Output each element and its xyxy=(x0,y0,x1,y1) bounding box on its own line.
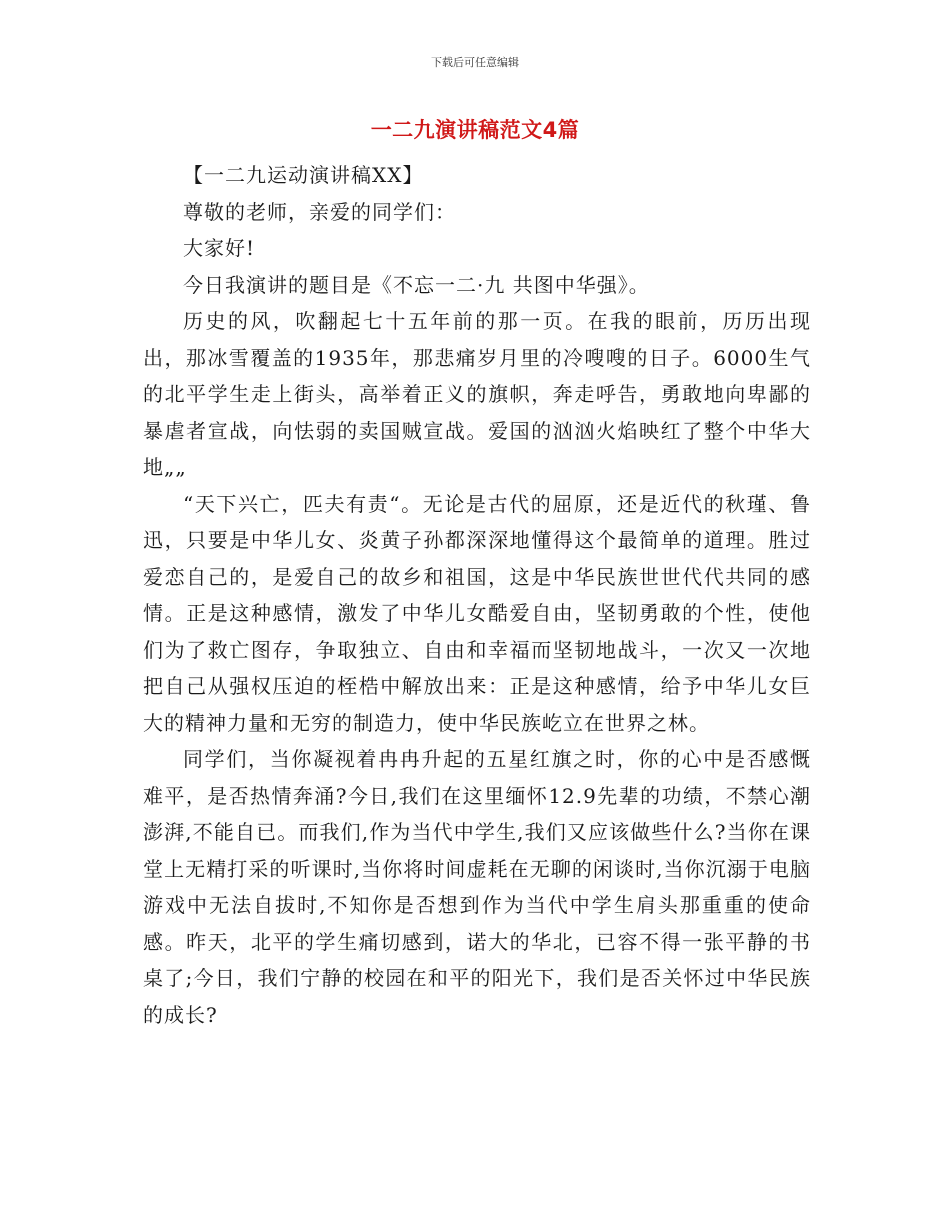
paragraph-topic: 今日我演讲的题目是《不忘一二·九 共图中华强》。 xyxy=(183,272,650,297)
document-body xyxy=(143,157,811,1033)
paragraph-call-to-students: 同学们，当你凝视着冉冉升起的五星红旗之时，你的心中是否感慨难平，是否热情奔涌?今日,我们在这里缅怀12.9先辈的功绩，不禁心潮澎湃,不能自已。而我们,作为当代中学生,我们又应该做些什么?当你在课堂上无精打采的听课时,当你将时间虚耗在无聊的闲谈时,当你沉溺于电脑游戏中无法自拔时,不知你是否想到作为当代中学生肩头那重重的使命感。昨天，北平的学生痛切感到，诺大的华北，已容不得一张平静的书桌了;今日，我们宁静的校园在和平的阳光下，我们是否关怀过中华民族的成长? xyxy=(143,747,811,1027)
header-note: 下载后可任意编辑 xyxy=(431,56,519,69)
document-title: 一二九演讲稿范文4篇 xyxy=(370,118,580,142)
paragraph-salutation: 尊敬的老师，亲爱的同学们： xyxy=(183,199,456,224)
paragraph-patriotism: “天下兴亡，匹夫有责“。无论是古代的屈原，还是近代的秋瑾、鲁迅，只要是中华儿女、炎黄子孙都深深地懂得这个最简单的道理。胜过爱恋自己的，是爱自己的故乡和祖国，这是中华民族世世代代共同的感情。正是这种感情，激发了中华儿女酷爱自由，坚韧勇敢的个性，使他们为了救亡图存，争取独立、自由和幸福而坚韧地战斗，一次又一次地把自己从强权压迫的桎梏中解放出来：正是这种感情，给予中华儿女巨大的精神力量和无穷的制造力，使中华民族屹立在世界之林。 xyxy=(143,491,811,735)
paragraph-heading: 【一二九运动演讲稿XX】 xyxy=(183,163,424,187)
paragraph-greeting: 大家好! xyxy=(183,236,256,260)
paragraph-history: 历史的风，吹翻起七十五年前的那一页。在我的眼前，历历出现出，那冰雪覆盖的1935年，那悲痛岁月里的冷嗖嗖的日子。6000生气的北平学生走上街头，高举着正义的旗帜，奔走呼告，勇敢地向卑鄙的暴虐者宣战，向怯弱的卖国贼宣战。爱国的汹汹火焰映红了整个中华大地„„ xyxy=(143,309,811,479)
